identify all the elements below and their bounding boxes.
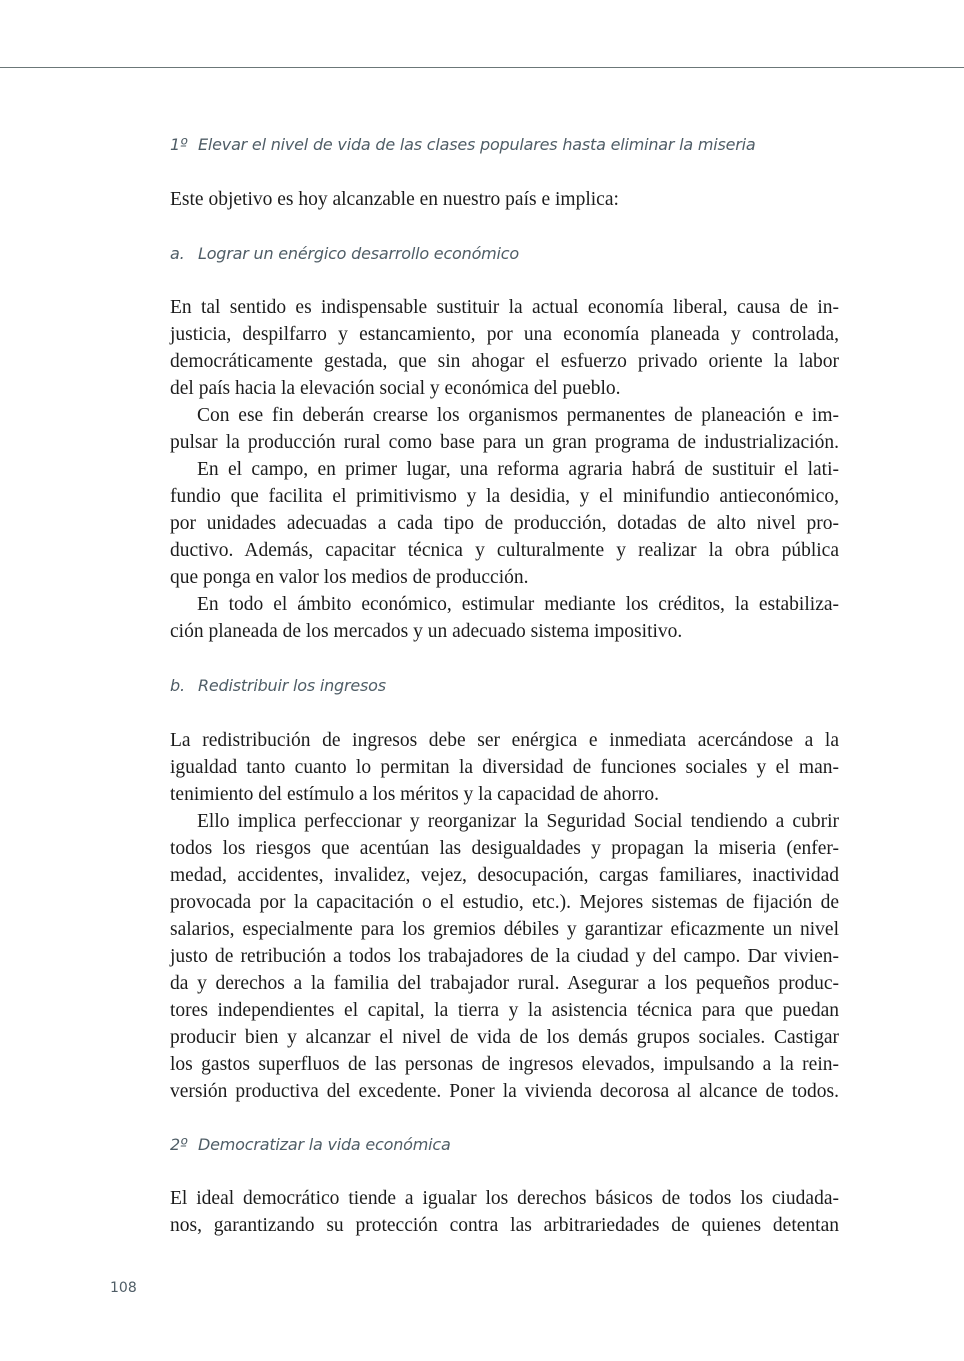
- text-line: igualdad tanto cuanto lo permitan la diversidad de funciones sociales y el man-: [170, 757, 839, 778]
- text-line: por unidades adecuadas a cada tipo de producción, dotadas de alto nivel pro-: [170, 513, 839, 534]
- text-line: Con ese fin deberán crearse los organismos permanentes de planeación e im-: [197, 405, 839, 426]
- text-line: En el campo, en primer lugar, una reforma agraria habrá de sustituir el lati-: [197, 459, 839, 480]
- text-line: justicia, despilfarro y estancamiento, por una economía planeada y controlada,: [170, 324, 839, 345]
- text-line: Este objetivo es hoy alcanzable en nuestro país e implica:: [170, 189, 619, 210]
- subsection-letter: a.: [170, 244, 185, 263]
- text-line: En todo el ámbito económico, estimular mediante los créditos, la estabiliza-: [197, 594, 839, 615]
- subsection-title: Lograr un enérgico desarrollo económico: [198, 244, 519, 263]
- paragraph-a: [170, 294, 839, 645]
- section-heading-1: [170, 135, 756, 154]
- subsection-heading-b: [170, 676, 386, 695]
- text-line: del país hacia la elevación social y económica del pueblo.: [170, 378, 621, 399]
- text-line: El ideal democrático tiende a igualar los derechos básicos de todos los ciudada-: [170, 1188, 839, 1209]
- text-line: medad, accidentes, invalidez, vejez, desocupación, cargas familiares, inactividad: [170, 865, 839, 886]
- text-line: Ello implica perfeccionar y reorganizar la Seguridad Social tendiendo a cubrir: [197, 811, 839, 832]
- section-number: 2º: [170, 1135, 188, 1154]
- text-line: La redistribución de ingresos debe ser enérgica e inmediata acercándose a la: [170, 730, 839, 751]
- section-heading-2: [170, 1135, 451, 1154]
- section-title: Democratizar la vida económica: [198, 1135, 451, 1154]
- text-line: producir bien y alcanzar el nivel de vida de los demás grupos sociales. Castigar: [170, 1027, 839, 1048]
- subsection-heading-a: [170, 244, 519, 263]
- header-rule: [0, 67, 964, 68]
- text-line: nos, garantizando su protección contra las arbitrariedades de quienes detentan: [170, 1215, 839, 1236]
- section-number: 1º: [170, 135, 188, 154]
- paragraph-b: [170, 727, 839, 1105]
- paragraph-2: [170, 1185, 839, 1239]
- text-line: todos los riesgos que acentúan las desigualdades y propagan la miseria (enfer-: [170, 838, 839, 859]
- text-line: provocada por la capacitación o el estudio, etc.). Mejores sistemas de fijación de: [170, 892, 839, 913]
- text-line: versión productiva del excedente. Poner la vivienda decorosa al alcance de todos.: [170, 1081, 839, 1102]
- text-line: pulsar la producción rural como base para un gran programa de industrialización.: [170, 432, 839, 453]
- section-title: Elevar el nivel de vida de las clases populares hasta eliminar la miseria: [198, 135, 756, 154]
- page-number: 108: [110, 1280, 137, 1296]
- subsection-letter: b.: [170, 676, 185, 695]
- text-line: ductivo. Además, capacitar técnica y culturalmente y realizar la obra pública: [170, 540, 839, 561]
- text-line: En tal sentido es indispensable sustituir la actual economía liberal, causa de in-: [170, 297, 839, 318]
- text-line: salarios, especialmente para los gremios débiles y garantizar eficazmente un nivel: [170, 919, 839, 940]
- text-line: fundio que facilita el primitivismo y la desidia, y el minifundio antieconómico,: [170, 486, 839, 507]
- text-line: ción planeada de los mercados y un adecuado sistema impositivo.: [170, 621, 683, 642]
- text-line: democráticamente gestada, que sin ahogar el esfuerzo privado oriente la labor: [170, 351, 839, 372]
- text-line: que ponga en valor los medios de producción.: [170, 567, 529, 588]
- text-line: justo de retribución a todos los trabajadores de la ciudad y del campo. Dar vivien-: [170, 946, 839, 967]
- text-line: tenimiento del estímulo a los méritos y la capacidad de ahorro.: [170, 784, 659, 805]
- text-line: da y derechos a la familia del trabajador rural. Asegurar a los pequeños produc-: [170, 973, 839, 994]
- text-line: los gastos superfluos de las personas de ingresos elevados, impulsando a la rein-: [170, 1054, 839, 1075]
- intro-paragraph: [170, 186, 839, 213]
- text-line: tores independientes el capital, la tierra y la asistencia técnica para que puedan: [170, 1000, 839, 1021]
- subsection-title: Redistribuir los ingresos: [198, 676, 386, 695]
